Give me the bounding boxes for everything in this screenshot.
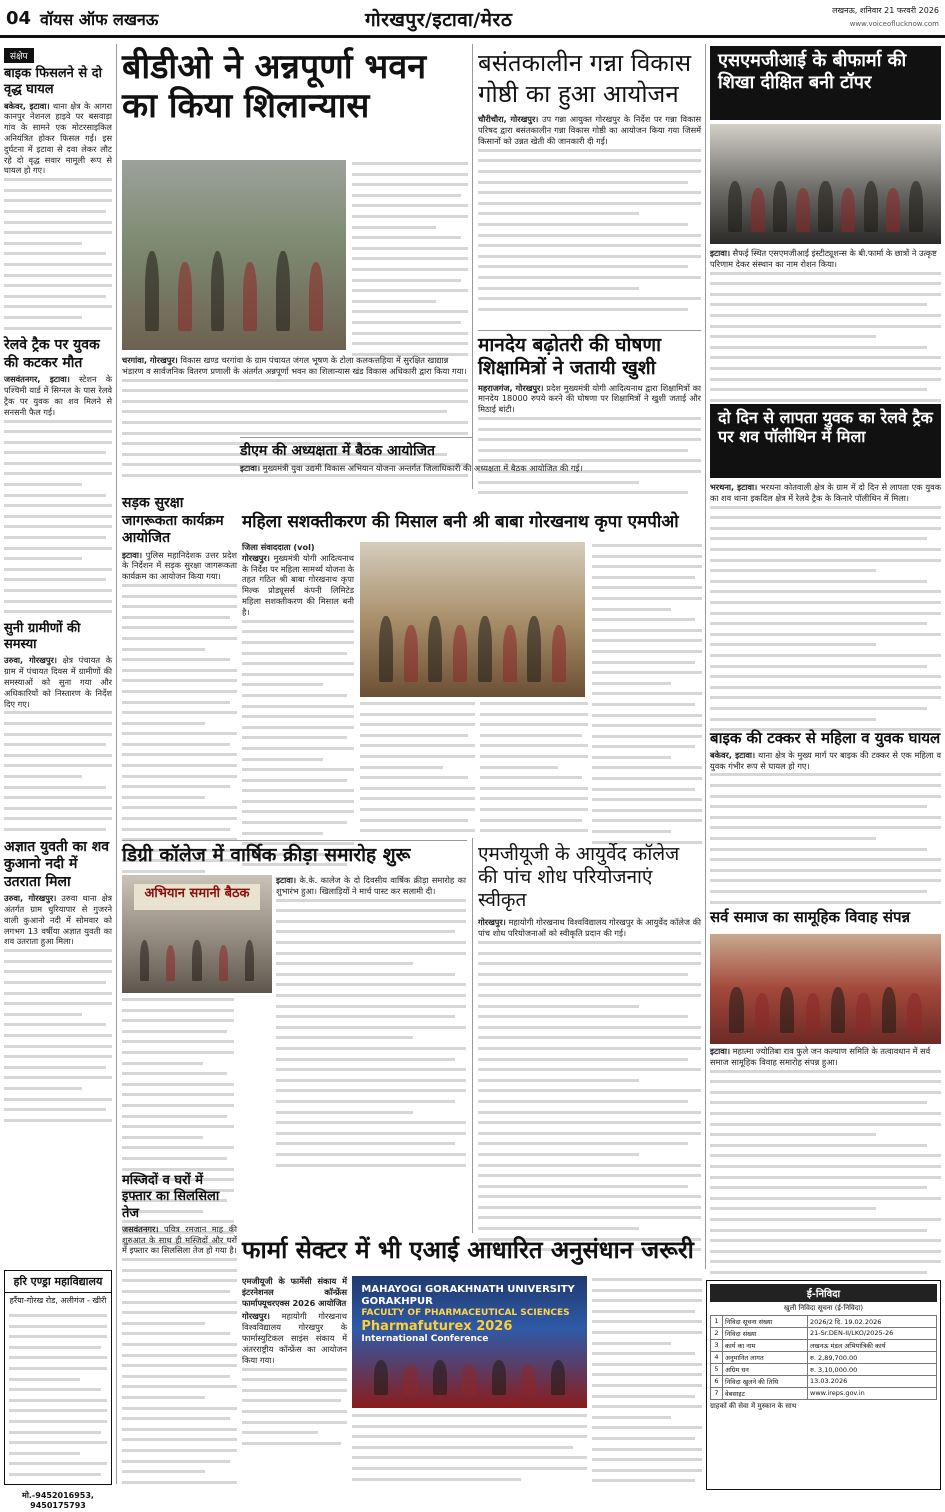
column-rule xyxy=(116,44,117,1484)
story-bdo-header xyxy=(122,48,467,160)
text-block xyxy=(352,162,468,356)
story-ayurved-text: महायोगी गोरखनाथ विश्वविद्यालय गोरखपुर के आयुर्वेद कॉलेज की पांच शोध परियोजनाओं को स्वीकृति प्रदान की गई। xyxy=(478,917,701,939)
story-mahila-col2 xyxy=(360,700,475,837)
story-pharma-header xyxy=(242,1236,702,1272)
headline-smgi-topper: एसएमजीआई के बीफार्मा की शिखा दीक्षित बनी टॉपर xyxy=(718,50,907,93)
headline-bike-collision: बाइक की टक्कर से महिला व युवक घायल xyxy=(710,729,941,747)
tender-row xyxy=(711,1376,937,1388)
story-degree-header xyxy=(122,844,467,872)
tender-cell-n: 1 xyxy=(711,1316,723,1328)
text-block xyxy=(122,584,237,884)
photo-smgi-toppers xyxy=(710,124,941,244)
headline-degree-college: डिग्री कॉलेज में वार्षिक क्रीड़ा समारोह शुरू xyxy=(122,844,411,866)
photo-pharma-conference xyxy=(352,1276,587,1408)
tender-row xyxy=(711,1316,937,1328)
photo-samuhik-vivah xyxy=(710,934,941,1044)
tender-cell-n: 3 xyxy=(711,1340,723,1352)
tender-cell-value: 21-Sr.DEN-II/LKO/2025-26 xyxy=(808,1328,937,1340)
dateline-bike-slip: बकेवर, इटावा। xyxy=(4,100,50,111)
dateline-pharma: गोरखपुर। xyxy=(242,1311,270,1322)
headline-bike-slip: बाइक फिसलने से दो वृद्ध घायल xyxy=(4,66,102,98)
ad-text-block xyxy=(5,1310,111,1488)
dateline-degree: इटावा। xyxy=(276,875,297,885)
dateline-manday: महराजगंज, गोरखपुर। xyxy=(478,382,544,393)
story-pharma-col1 xyxy=(242,1276,347,1486)
text-block xyxy=(478,149,701,311)
caption-text: विकास खण्ड चरगांवा के ग्राम पंचायत जंगल भूषण के टोला कलकत्तहिया में सुरक्षित खाद्यान्न भंडारण व सार्वजनिक वितरण प्रणाली के अंतर्गत अन्नपूर्णा भवन का शिलान्यास खंड विकास अधिकारी द्वारा किया गया। xyxy=(122,355,467,376)
tender-row xyxy=(711,1352,937,1364)
website-link[interactable]: www.voiceoflucknow.com xyxy=(849,20,939,28)
story-rail-death: स्टेशन के पश्चिमी यार्ड में सिग्नल के पास रेलवे ट्रैक पर युवक का शव मिलने से सनसनी फैल गई। xyxy=(4,374,112,417)
story-bike-collision-text: थाना क्षेत्र के मुख्य मार्ग पर बाइक की टक्कर से एक महिला व युवक गंभीर रूप से घायल हो गए। xyxy=(710,749,942,771)
headline-missing-youth: दो दिन से लापता युवक का रेलवे ट्रैक पर शव पॉलीथिन में मिला xyxy=(718,408,933,447)
headline-manday: मानदेय बढ़ोतरी की घोषणा शिक्षामित्रों ने जतायी खुशी xyxy=(478,334,662,379)
story-iftar-text: पवित्र रमजान माह की शुरुआत के साथ ही मस्जिदों और घरों में इफ्तार का सिलसिला तेज हो गया है। xyxy=(122,1223,237,1256)
tender-row xyxy=(711,1340,937,1352)
photo-banner-text: अभियान समानी बैठक xyxy=(134,884,260,910)
story-degree-text: के.के. कालेज के दो दिवसीय वार्षिक क्रीड़ा समारोह का शुभारंभ हुआ। खिलाड़ियों ने मार्च पास्ट कर सलामी दी। xyxy=(276,875,466,896)
college-advertisement xyxy=(4,1270,112,1510)
story-villagers: क्षेत्र पंचायत के ग्राम में पंचायत दिवस में ग्रामीणों की समस्याओं को सुना गया और अधिकारियों को निस्तारण के निर्देश दिए गए। xyxy=(4,655,112,709)
column-rule xyxy=(472,44,473,489)
tender-title: ई-निविदा xyxy=(710,1284,937,1302)
photo-mahila-expo xyxy=(360,542,585,697)
column-rule xyxy=(472,838,473,1233)
tender-cell-value: www.ireps.gov.in xyxy=(808,1388,937,1400)
story-smgi-body xyxy=(710,248,941,402)
dateline-dm-meeting: इटावा। xyxy=(240,462,261,473)
dateline-rail-death: जसवंतनगर, इटावा। xyxy=(4,374,70,385)
text-block xyxy=(478,941,701,1251)
text-block xyxy=(710,1070,941,1274)
story-road-safety xyxy=(122,492,237,837)
story-pharma-col3 xyxy=(592,1276,702,1486)
headline-dm-meeting: डीएम की अध्यक्षता में बैठक आयोजित xyxy=(240,443,436,459)
text-block xyxy=(4,420,112,614)
tender-cell-value: 2026/2 दि. 19.02.2026 xyxy=(808,1316,937,1328)
smgi-dateline: इटावा। xyxy=(710,248,731,258)
text-block xyxy=(276,899,466,1167)
tender-cell-n: 4 xyxy=(711,1352,723,1364)
dateline-ganna: चौरीचौरा, गोरखपुर। xyxy=(478,114,539,125)
headline-road-safety: सड़क सुरक्षा जागरूकता कार्यक्रम आयोजित xyxy=(122,495,224,546)
tender-footer: ग्राहकों की सेवा में मुस्कान के साथ xyxy=(710,1402,797,1410)
text-block xyxy=(710,272,941,402)
ad-address: हर्रैया-गोरख रोड, अलीगंज - खीरी xyxy=(9,1296,107,1305)
dateline-mahila: गोरखपुर। xyxy=(242,552,270,563)
text-block xyxy=(242,1368,347,1445)
text-block xyxy=(242,620,354,867)
dateline-ayurved: गोरखपुर। xyxy=(478,917,506,928)
tender-cell-n: 5 xyxy=(711,1364,723,1376)
headline-bdo-shilanyas: बीडीओ ने अन्नपूर्णा भवन का किया शिलान्यास xyxy=(122,47,427,127)
ad-college-name: हरि एण्ड्रा महाविद्यालय xyxy=(5,1271,111,1293)
tender-table xyxy=(710,1315,937,1400)
story-road-safety-text: पुलिस महानिदेशक उत्तर प्रदेश के निर्देशन में सड़क सुरक्षा जागरूकता कार्यक्रम का आयोजन किया गया। xyxy=(122,549,237,582)
story-ayurved xyxy=(478,843,701,1233)
dateline-missing: भरथना, इटावा। xyxy=(710,482,758,492)
briefs-column xyxy=(4,44,112,1264)
tender-cell-value: रु. 2,89,700.00 xyxy=(808,1352,937,1364)
ad-contact: मो.-9452016953, 9450175793 xyxy=(22,1490,94,1510)
story-missing-text: भरथना कोतवाली क्षेत्र के ग्राम में दो दिन से लापता एक युवक का शव थाना इकदिल क्षेत्र में रेलवे ट्रैक के किनारे पॉलीथिन में मिला। xyxy=(710,482,941,503)
tender-cell-label: कार्य का नाम xyxy=(723,1340,808,1352)
story-mahila-header xyxy=(242,512,702,540)
text-block xyxy=(592,1278,702,1482)
dateline-villagers: उरुवा, गोरखपुर। xyxy=(4,655,57,666)
tender-cell-label: निविदा संख्या xyxy=(723,1328,808,1340)
story-degree-body xyxy=(276,875,466,1165)
stage-university: MAHAYOGI GORAKHNATH UNIVERSITY GORAKHPUR xyxy=(361,1283,575,1307)
story-missing-body xyxy=(710,482,941,722)
text-block xyxy=(710,773,941,903)
story-pharma-col2 xyxy=(352,1412,587,1486)
story-dm-meeting xyxy=(240,440,700,490)
story-bdo-body xyxy=(352,160,468,350)
text-block xyxy=(122,1258,237,1483)
story-river-body: उरुवा थाना क्षेत्र अंतर्गत ग्राम धुरियापार से गुजरने वाली कुआनो नदी में सोमवार को लगभग 13 वर्षीया अज्ञात युवती का शव उतराता हुआ मिला। xyxy=(4,893,112,947)
headline-iftar: मस्जिदों व घरों में इफ्तार का सिलसिला तेज xyxy=(122,1173,220,1221)
text-block xyxy=(710,506,941,731)
story-dm-text: मुख्यमंत्री युवा उद्यमी विकास अभियान योजना अन्तर्गत जिलाधिकारी की अध्यक्षता में बैठक आयोजित की गई। xyxy=(262,462,583,473)
story-manday-text: प्रदेश मुख्यमंत्री योगी आदित्यनाथ द्वारा शिक्षामित्रों का मानदेय 18000 रुपये करने की घोषणा पर शिक्षामित्रों ने खुशी जताई और मिठाई बांटी। xyxy=(478,382,702,415)
story-bike-slip: थाना क्षेत्र के आगरा कानपुर नेशनल हाइवे पर बसवाड़ा गांव के सामने एक मोटरसाइकिल अनियंत्रित होकर फिसल गई। इस दुर्घटना में इटावा से दवा लेकर लौट रहे दो वृद्ध सवार मामूली रूप से घायल हो गए। xyxy=(4,100,113,176)
headline-river-body: अज्ञात युवती का शव कुआनो नदी में उतराता मिला xyxy=(4,838,110,890)
tender-cell-label: अग्रिम धन xyxy=(723,1364,808,1376)
stage-faculty: FACULTY OF PHARMACEUTICAL SCIENCES xyxy=(361,1307,570,1318)
dateline-road-safety: इटावा। xyxy=(122,549,143,560)
story-pharma-text: महायोगी गोरखनाथ विश्वविद्यालय गोरखपुर के फार्मास्युटिकल साइंस संकाय में अंतरराष्ट्रीय कॉन्फ्रेंस का आयोजन किया गया। xyxy=(242,1311,347,1365)
story-vivah-body xyxy=(710,1046,941,1274)
tender-cell-value: रु. 3,10,000.00 xyxy=(808,1364,937,1376)
headline-rail-death: रेलवे ट्रैक पर युवक की कटकर मौत xyxy=(4,337,100,371)
stage-conference: International Conference xyxy=(361,1334,489,1345)
story-mahila-col4 xyxy=(592,542,702,837)
tender-cell-value: लखनऊ मंडल अभियांत्रिकी कार्य xyxy=(808,1340,937,1352)
story-vivah-header xyxy=(710,908,941,932)
story-bike-collision xyxy=(710,726,941,906)
mahila-byline: जिला संवाददाता (vol) xyxy=(242,542,315,552)
tender-cell-n: 6 xyxy=(711,1376,723,1388)
headline-ayurved: एमजीयूजी के आयुर्वेद कॉलेज की पांच शोध परियोजनाएं स्वीकृत xyxy=(478,843,680,911)
smgi-caption: सैफई स्थित एसएमजीआई इंस्टीट्यूशन्स के बी.फार्मा के छात्रों ने उत्कृष्ट परिणाम देकर संस्थान का नाम रोशन किया। xyxy=(710,248,937,269)
text-block xyxy=(4,949,112,1122)
headline-vivah: सर्व समाज का सामूहिक विवाह संपन्न xyxy=(710,908,911,926)
text-block xyxy=(4,711,112,831)
story-mahila-text: मुख्यमंत्री योगी आदित्यनाथ के निर्देश पर महिला सामर्थ्य योजना के तहत गठित श्री बाबा गोरखनाथ कृपा मिल्क प्रोड्यूसर्स कंपनी लिमिटेड महिला सशक्तीकरण की मिसाल बनी है। xyxy=(242,552,354,617)
section-tag: संक्षेप xyxy=(4,48,34,63)
dateline-bike-collision: बकेवर, इटावा। xyxy=(710,749,756,760)
story-smgi-header xyxy=(710,46,941,120)
tender-notice xyxy=(706,1280,941,1490)
tender-cell-label: वेबसाइट xyxy=(723,1388,808,1400)
edition-title: गोरखपुर/इटावा/मेरठ xyxy=(365,9,513,31)
story-mahila-col1 xyxy=(242,542,354,837)
column-rule xyxy=(705,44,706,1269)
headline-pharma-ai: फार्मा सेक्टर में भी एआई आधारित अनुसंधान जरूरी xyxy=(242,1236,694,1264)
photo-shilanyas xyxy=(122,160,346,350)
text-block xyxy=(352,1414,587,1481)
tender-cell-n: 7 xyxy=(711,1388,723,1400)
dateline-river-body: उरुवा, गोरखपुर। xyxy=(4,893,57,904)
text-block xyxy=(480,702,588,832)
tender-row xyxy=(711,1388,937,1400)
story-iftar xyxy=(122,1170,237,1485)
tender-cell-label: अनुमानित लागत xyxy=(723,1352,808,1364)
headline-ganna: बसंतकालीन गन्ना विकास गोष्ठी का हुआ आयोजन xyxy=(478,49,692,109)
paper-name: वॉयस ऑफ लखनऊ xyxy=(40,10,159,29)
story-mahila-col3 xyxy=(480,700,588,837)
tender-cell-n: 2 xyxy=(711,1328,723,1340)
story-ganna-text: उप गन्ना आयुक्त गोरखपुर के निर्देश पर गन्ना विकास परिषद द्वारा बसंतकालीन गन्ना विकास गोष्ठी का आयोजन किया गया जिसमें किसानों को उन्नत खेती की जानकारी दी गई। xyxy=(478,114,702,147)
text-block xyxy=(4,178,112,329)
tender-row xyxy=(711,1328,937,1340)
caption-dateline: चरगांवा, गोरखपुर। xyxy=(122,355,178,365)
headline-villagers: सुनी ग्रामीणों की समस्या xyxy=(4,620,81,653)
text-block xyxy=(360,702,475,832)
tender-cell-label: निविदा सूचना संख्या xyxy=(723,1316,808,1328)
page-number: 04 xyxy=(6,8,32,29)
masthead xyxy=(0,0,945,38)
headline-mahila: महिला सशक्तीकरण की मिसाल बनी श्री बाबा गोरखनाथ कृपा एमपीओ xyxy=(242,512,679,532)
photo-abhiyan-meeting xyxy=(122,875,272,993)
tender-cell-label: निविदा खुलने की तिथि xyxy=(723,1376,808,1388)
tender-subtitle: खुली निविदा सूचना (ई-निविदा) xyxy=(783,1304,864,1312)
story-missing-header xyxy=(710,404,941,478)
text-block xyxy=(592,544,702,844)
vivah-dateline: इटावा। xyxy=(710,1046,731,1056)
dateline-iftar: जसवंतनगर। xyxy=(122,1223,159,1234)
tender-row xyxy=(711,1364,937,1376)
dateline: लखनऊ, शनिवार 21 फरवरी 2026 xyxy=(832,6,939,15)
vivah-caption: महात्मा ज्योतिबा राव फुले जन कल्याण समिति के तत्वावधान में सर्व समाज सामूहिक विवाह समारोह संपन्न हुआ। xyxy=(710,1046,931,1067)
stage-event: Pharmafuturex 2026 xyxy=(361,1318,513,1334)
pharma-kicker: एमजीयूजी के फार्मेसी संकाय में इंटरनेशनल कॉन्फ्रेंस फार्माफ्यूचरएक्स 2026 आयोजित xyxy=(242,1276,347,1308)
story-ganna xyxy=(478,48,701,328)
tender-cell-value: 13.03.2026 xyxy=(808,1376,937,1388)
